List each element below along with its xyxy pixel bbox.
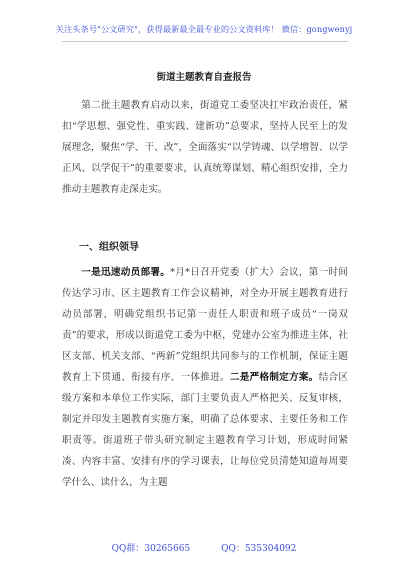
section-text-2: 结合区级方案和本单位工作实际，部门主要负责人严格把关、反复审核，制定并印发主题教育实施方案，明确了总体要求、主要任务和工作职责等。街道班子带头研究制定主题教育学习计划，形成时间紧凑、内容丰富、安排有序的学习课表，让每位党员清楚知道每周要学什么、读什么，为主题 [62, 372, 349, 488]
lead-phrase-1: 一是迅速动员部署。 [81, 267, 171, 278]
footer-qq: QQ：535304092 [221, 544, 297, 554]
lead-phrase-2: 二是严格制定方案。 [229, 372, 319, 383]
footer-qq-group: QQ群：30265665 [111, 544, 191, 554]
intro-paragraph: 第二批主题教育启动以来，街道党工委坚决扛牢政治责任，紧扣“学思想、强党性、重实践、建新功”总要求，坚持人民至上的发展理念，聚焦“学、干、改”，全面落实“以学铸魂、以学增智、以学正风、以学促干”的重要要求，认真统筹谋划、精心组织安排，全力推动主题教育走深走实。 [62, 100, 348, 195]
document-title: 街道主题教育自查报告 [156, 72, 252, 83]
header-banner: 关注头条号"公文研究"，获得最新最全最专业的公文资料库！ 微信：gongwenyj [55, 24, 353, 34]
section-body-paragraph [62, 262, 348, 493]
section-text-1: *月*日召开党委（扩大）会议，第一时间传达学习市、区主题教育工作会议精神，对全办开展主题教育进行动员部署，明确党组织书记第一责任人职责和班子成员“一岗双责”的要求，形成以街道党工委为中枢，党建办公室为推进主体，社区支部、机关支部、“两新”党组织共同参与的工作机制，保证主题教育上下贯通、衔接有序、一体推进。 [62, 267, 348, 383]
footer-contact [0, 541, 408, 554]
section-heading-organization: 一、组织领导 [79, 242, 139, 253]
header-divider [62, 41, 348, 42]
